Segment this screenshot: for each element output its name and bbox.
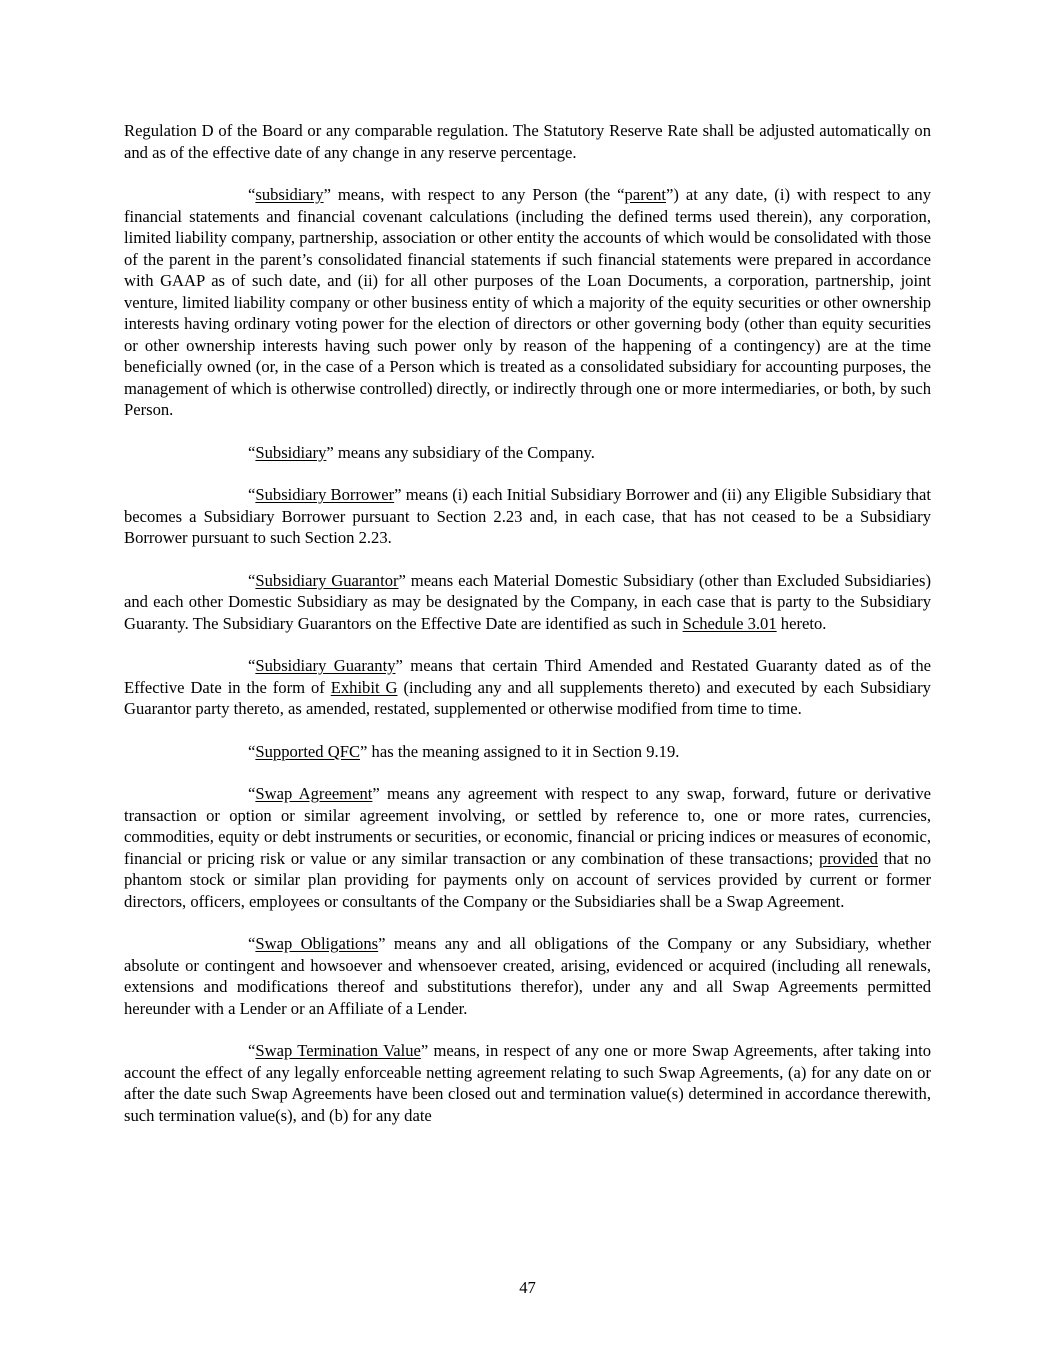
paragraph [124, 655, 931, 720]
defined-term: subsidiary [255, 185, 324, 204]
text-run: “ [248, 570, 256, 590]
text-run: ” means any agreement with respect to any swap, forward, future or derivative transaction or option or similar agreement involving, or settled by reference to, one or more rates, currencies, commodities, equity or debt instruments or securities, or economic, financial or pricing indices or measures of economic, financial or pricing risk or value or any similar transaction or any combination of these transactions; [124, 784, 932, 868]
paragraph [124, 933, 931, 1019]
paragraph [124, 184, 931, 421]
paragraph [124, 442, 931, 464]
paragraph [124, 741, 931, 763]
text-run: (including any and all supplements thereto) and executed by each Subsidiary Guarantor party thereto, as amended, restated, supplemented or otherwise modified from time to time. [124, 677, 931, 718]
paragraph [124, 484, 931, 549]
defined-term: Schedule 3.01 [682, 613, 777, 633]
text-run: ” has the meaning assigned to it in Section 9.19. [360, 741, 680, 761]
text-run: ” means (i) each Initial Subsidiary Borrower and (ii) any Eligible Subsidiary that becomes a Subsidiary Borrower pursuant to Section 2.23 and, in each case, that has not ceased to be a Subsidiary Borrower pursuant to such Section 2.23. [124, 485, 931, 547]
text-run: “ [248, 656, 256, 675]
text-run: “ [248, 1041, 256, 1060]
paragraph [124, 1040, 931, 1126]
text-run: ” means any and all obligations of the Company or any Subsidiary, whether absolute or contingent and howsoever and whensoever created, arising, evidenced or acquired (including all renewals, extensions and modifications thereof and substitutions therefor), under any and all Swap Agreements permitted hereunder with a Lender or an Affiliate of a Lender. [124, 934, 931, 1018]
text-run: “ [248, 485, 256, 504]
text-run: “ [248, 741, 256, 761]
text-run: hereto. [776, 613, 827, 633]
text-run: that no phantom stock or similar plan providing for payments only on account of services provided by current or former directors, officers, employees or consultants of the Company or the Subsidiaries shall be a Swap Agreement. [124, 848, 931, 911]
paragraph [124, 570, 931, 635]
paragraph [124, 783, 931, 912]
defined-term: Swap Agreement [255, 784, 373, 803]
text-run: ” means each Material Domestic Subsidiary (other than Excluded Subsidiaries) and each other Domestic Subsidiary as may be designated by the Company, in each case that is party to the Subsidiary Guaranty. The Subsidiary Guarantors on the Effective Date are identified as such in [124, 570, 931, 633]
text-run: ” means that certain Third Amended and Restated Guaranty dated as of the Effective Date in the form of [124, 656, 931, 697]
text-run: ” means, with respect to any Person (the “ [323, 185, 625, 204]
text-run: “ [248, 784, 256, 803]
text-run: “ [248, 185, 256, 204]
defined-term: Subsidiary Guaranty [255, 656, 396, 675]
defined-term: Swap Obligations [255, 934, 379, 953]
text-run: ” means, in respect of any one or more Swap Agreements, after taking into account the effect of any legally enforceable netting agreement relating to such Swap Agreements, (a) for any date on or after the date such Swap Agreements have been closed out and termination value(s) determined in accordance therewith, such termination value(s), and (b) for any date [124, 1041, 931, 1125]
text-run: Regulation D of the Board or any comparable regulation. The Statutory Reserve Rate shall be adjusted automatically on and as of the effective date of any change in any reserve percentage. [124, 121, 931, 162]
paragraph [124, 120, 931, 163]
text-run: “ [248, 934, 256, 953]
text-run: “ [248, 442, 256, 462]
document-body [124, 120, 931, 1147]
defined-term: parent [624, 185, 667, 204]
defined-term: Exhibit G [330, 677, 398, 697]
text-run: ”) at any date, (i) with respect to any financial statements and financial covenant calculations (including the defined terms used therein), any corporation, limited liability company, partnership, association or other entity the accounts of which would be consolidated with those of the parent in the parent’s consolidated financial statements if such financial statements were prepared in accordance with GAAP as of such date, and (ii) for all other purposes of the Loan Documents, a corporation, partnership, joint venture, limited liability company or other business entity of which a majority of the equity securities or other ownership interests having ordinary voting power for the election of directors or other governing body (other than equity securities or other ownership interests having such power only by reason of the happening of a contingency) are at the time beneficially owned (or, in the case of a Person which is treated as a consolidated subsidiary for accounting purposes, the management of which is otherwise controlled) directly, or indirectly through one or more intermediaries, or both, by such Person. [124, 185, 931, 419]
defined-term: Subsidiary [255, 442, 327, 462]
defined-term: Subsidiary Guarantor [255, 570, 399, 590]
defined-term: Subsidiary Borrower [255, 485, 395, 504]
page-number: 47 [519, 1278, 536, 1297]
text-run: ” means any subsidiary of the Company. [326, 442, 595, 462]
defined-term: Supported QFC [255, 741, 361, 761]
defined-term: Swap Termination Value [255, 1041, 421, 1060]
defined-term: provided [818, 848, 878, 868]
